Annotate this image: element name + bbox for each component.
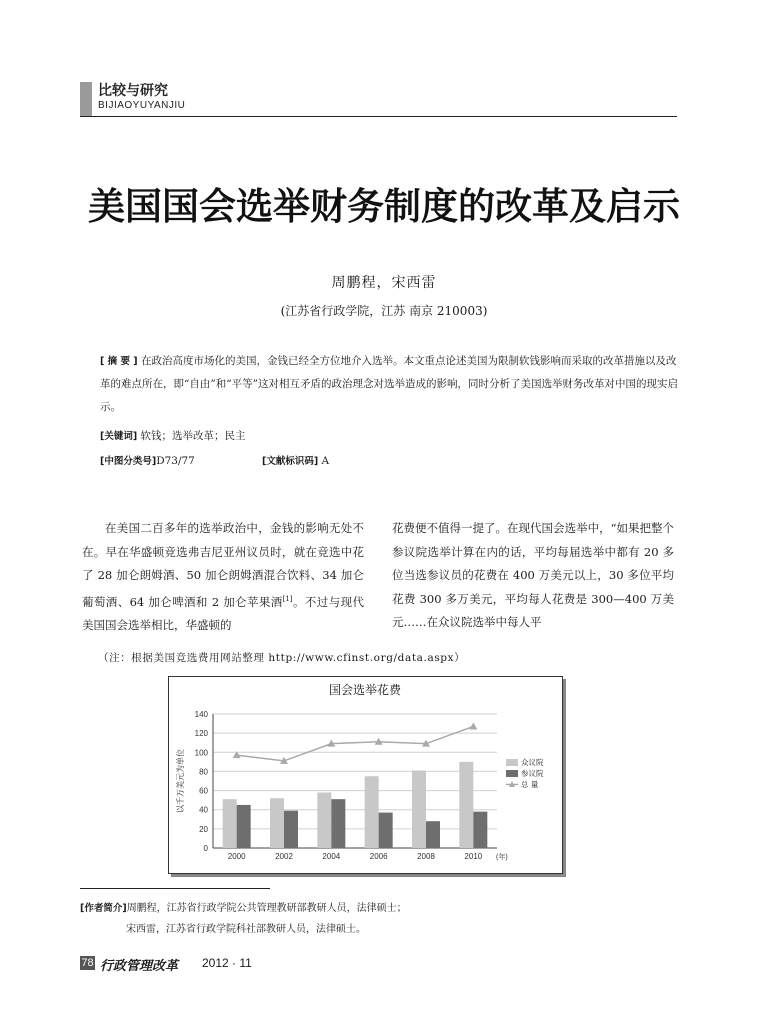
y-axis-label: 以千万美元为单位 <box>176 749 185 813</box>
x-tick-label: 2010 <box>464 852 483 861</box>
abstract-text: 在政治高度市场化的美国，金钱已经全方位地介入选举。本文重点论述美国为限制软钱影响而采取的改革措施以及改革的难点所在，即“自由”和“平等”这对相互矛盾的政治理念对选举造成的影响，同时分析了美国选举财务改革对中国的现实启示。 <box>100 355 678 413</box>
y-tick-label: 140 <box>194 710 208 719</box>
x-tick-label: 2006 <box>369 852 388 861</box>
bar-house <box>270 798 284 848</box>
bar-senate <box>284 811 298 848</box>
article-title: 美国国会选举财务制度的改革及启示 <box>88 185 680 228</box>
section-marker-bar <box>80 82 92 116</box>
section-title-en: BIJIAOYUYANJIU <box>98 100 186 111</box>
x-unit-label: (年) <box>496 854 508 861</box>
y-tick-label: 100 <box>194 748 208 758</box>
bar-house <box>223 799 237 848</box>
author-footnote <box>80 898 407 940</box>
affiliation: (江苏省行政学院，江苏 南京 210003) <box>280 304 488 318</box>
bar-senate <box>331 799 345 848</box>
y-tick-label: 80 <box>199 767 208 777</box>
bar-senate <box>426 821 440 848</box>
clc-code: D73/77 <box>156 455 195 467</box>
abstract-block <box>80 350 680 473</box>
line-point <box>469 722 477 729</box>
y-tick-label: 20 <box>199 824 208 834</box>
bar-house <box>459 762 473 848</box>
footnote-line-1: 周鹏程，江苏省行政学院公共管理教研部教研人员，法律硕士； <box>126 903 407 914</box>
legend-swatch <box>506 759 518 766</box>
bar-senate <box>237 805 251 848</box>
series-line-total <box>237 726 474 760</box>
page-number: 78 <box>81 957 94 969</box>
legend-swatch <box>506 770 518 777</box>
bar-house <box>365 776 379 848</box>
footnote-label: [作者简介] <box>80 903 127 914</box>
body-left-text-2: 。不过与现代美国国会选举相比，华盛顿的 <box>82 594 364 632</box>
journal-name: 行政管理改革 <box>100 959 179 974</box>
congress-spending-chart <box>169 677 562 873</box>
y-tick-label: 0 <box>203 844 208 853</box>
x-tick-label: 2002 <box>275 852 293 861</box>
keywords: 软钱；选举改革；民主 <box>140 430 246 442</box>
y-tick-label: 60 <box>199 786 208 796</box>
doc-code: A <box>321 455 330 467</box>
abstract-label: [ 摘 要 ] <box>100 356 138 367</box>
doc-code-label: [文献标识码] <box>262 456 319 467</box>
authors: 周鹏程，宋西雷 <box>331 275 437 291</box>
bar-house <box>412 770 426 848</box>
footnote-rule <box>80 888 270 889</box>
legend-label: 众议院 <box>521 758 544 767</box>
section-title-cn: 比较与研究 <box>98 83 168 99</box>
legend-label: 参议院 <box>521 769 544 778</box>
keywords-label: [关键词] <box>100 431 138 442</box>
footnote-line-2: 宋西雷，江苏省行政学院科社部教研人员，法律硕士。 <box>126 924 366 935</box>
clc-label: [中图分类号] <box>100 456 157 467</box>
bar-house <box>317 792 331 848</box>
bar-senate <box>473 812 487 848</box>
x-tick-label: 2004 <box>322 852 341 861</box>
body-column-right <box>392 517 674 635</box>
header-rule <box>80 116 677 117</box>
bar-senate <box>379 813 393 848</box>
chart-frame <box>168 676 563 874</box>
x-tick-label: 2000 <box>227 852 246 861</box>
journal-issue: 2012 · 11 <box>202 956 252 970</box>
chart-source-note: （注：根据美国竞选费用网站整理 http://www.cfinst.org/data.aspx） <box>98 652 466 664</box>
chart-title: 国会选举花费 <box>328 683 402 697</box>
citation-ref: [1] <box>282 594 293 603</box>
y-tick-label: 120 <box>194 729 208 739</box>
body-right-text: 花费便不值得一提了。在现代国会选举中，“如果把整个参议院选举计算在内的话，平均每届选举中都有 20 多位当选参议员的花费在 400 万美元以上，30 多位平均花费 300 多万美元，平均每人花费是 300—400 万美元……在众议院选举中每人平 <box>392 521 674 629</box>
x-tick-label: 2008 <box>417 852 435 861</box>
body-left-text: 在美国二百多年的选举政治中，金钱的影响无处不在。早在华盛顿竞选弗吉尼亚州议员时，就在竞选中花了 28 加仑朗姆酒、50 加仑朗姆酒混合饮料、34 加仑葡萄酒、64 加仑啤酒和 2 加仑苹果酒 <box>82 521 364 609</box>
y-tick-label: 40 <box>199 805 208 815</box>
legend-label: 总 量 <box>521 780 539 789</box>
body-column-left <box>82 517 364 637</box>
